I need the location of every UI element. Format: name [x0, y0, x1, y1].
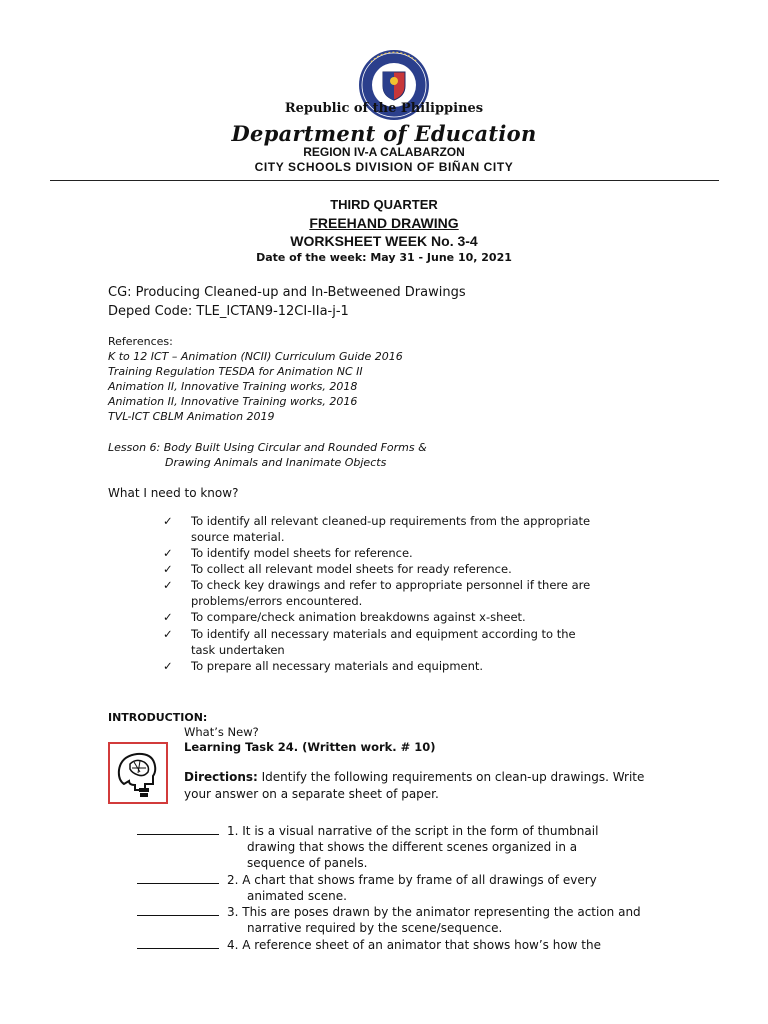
region-heading: REGION IV-A CALABARZON [303, 145, 465, 159]
question-continuation: drawing that shows the different scenes organized in a [247, 840, 578, 854]
directions-text: Identify the following requirements on clean-up drawings. Write [257, 770, 645, 784]
answer-blank[interactable] [137, 938, 219, 949]
reference-item: K to 12 ICT – Animation (NCII) Curriculum Guide 2016 [108, 350, 403, 363]
question-text: 1. It is a visual narrative of the script in the form of thumbnail [227, 824, 599, 838]
quarter-title: THIRD QUARTER [330, 197, 438, 212]
directions-label: Directions: [184, 770, 258, 784]
objective-text: To compare/check animation breakdowns against x-sheet. [191, 610, 526, 624]
check-icon: ✓ [163, 627, 173, 641]
objective-text: To identify all relevant cleaned-up requirements from the appropriate [191, 514, 591, 528]
reference-item: Animation II, Innovative Training works, 2018 [108, 380, 358, 393]
question-item [137, 824, 598, 838]
objective-text: task undertaken [191, 643, 285, 657]
question-text: 3. This are poses drawn by the animator representing the action and [227, 905, 641, 919]
objective-text: To check key drawings and refer to appropriate personnel if there are [191, 578, 591, 592]
check-icon: ✓ [163, 514, 173, 528]
check-icon: ✓ [163, 578, 173, 592]
check-icon: ✓ [163, 562, 173, 576]
question-item [137, 873, 597, 887]
republic-heading: Republic of the Philippines [284, 101, 484, 116]
reference-item: Training Regulation TESDA for Animation NC II [108, 365, 363, 378]
question-text: 2. A chart that shows frame by frame of all drawings of every [227, 873, 597, 887]
answer-blank[interactable] [137, 873, 219, 884]
reference-item: Animation II, Innovative Training works, 2016 [108, 395, 358, 408]
answer-blank[interactable] [137, 905, 219, 916]
thinking-head-icon [108, 742, 168, 804]
check-icon: ✓ [163, 610, 173, 624]
division-heading: CITY SCHOOLS DIVISION OF BIÑAN CITY [254, 160, 514, 174]
directions-line1 [184, 770, 644, 784]
subject-title: FREEHAND DRAWING [309, 215, 459, 231]
question-item [137, 905, 641, 919]
deped-code-line: Deped Code: TLE_ICTAN9-12CI-IIa-j-1 [108, 304, 349, 319]
curriculum-guide-line: CG: Producing Cleaned-up and In-Betweened Drawings [108, 285, 466, 300]
directions-line2: your answer on a separate sheet of paper. [184, 787, 439, 801]
what-i-need-to-know: What I need to know? [108, 486, 239, 500]
department-heading: Department of Education [231, 121, 537, 146]
check-icon: ✓ [163, 546, 173, 560]
check-icon: ✓ [163, 659, 173, 673]
objective-text: problems/errors encountered. [191, 594, 363, 608]
question-continuation: sequence of panels. [247, 856, 368, 870]
question-text: 4. A reference sheet of an animator that shows how’s how the [227, 938, 602, 952]
objective-text: To identify model sheets for reference. [191, 546, 413, 560]
objective-text: source material. [191, 530, 285, 544]
header-divider [50, 180, 719, 181]
question-continuation: animated scene. [247, 889, 347, 903]
date-of-week: Date of the week: May 31 - June 10, 2021 [256, 251, 512, 264]
references-label: References: [108, 335, 173, 348]
question-item [137, 938, 601, 952]
lesson-title-line2: Drawing Animals and Inanimate Objects [165, 456, 387, 469]
objective-text: To identify all necessary materials and equipment according to the [191, 627, 576, 641]
lesson-title-line1: Lesson 6: Body Built Using Circular and Rounded Forms & [108, 441, 427, 454]
whats-new-label: What’s New? [184, 725, 259, 739]
answer-blank[interactable] [137, 824, 219, 835]
objective-text: To prepare all necessary materials and equipment. [191, 659, 484, 673]
reference-item: TVL-ICT CBLM Animation 2019 [108, 410, 275, 423]
question-continuation: narrative required by the scene/sequence. [247, 921, 503, 935]
learning-task-title: Learning Task 24. (Written work. # 10) [184, 740, 436, 754]
worksheet-title: WORKSHEET WEEK No. 3-4 [290, 233, 478, 249]
introduction-label: INTRODUCTION: [108, 711, 208, 724]
objective-text: To collect all relevant model sheets for ready reference. [191, 562, 512, 576]
